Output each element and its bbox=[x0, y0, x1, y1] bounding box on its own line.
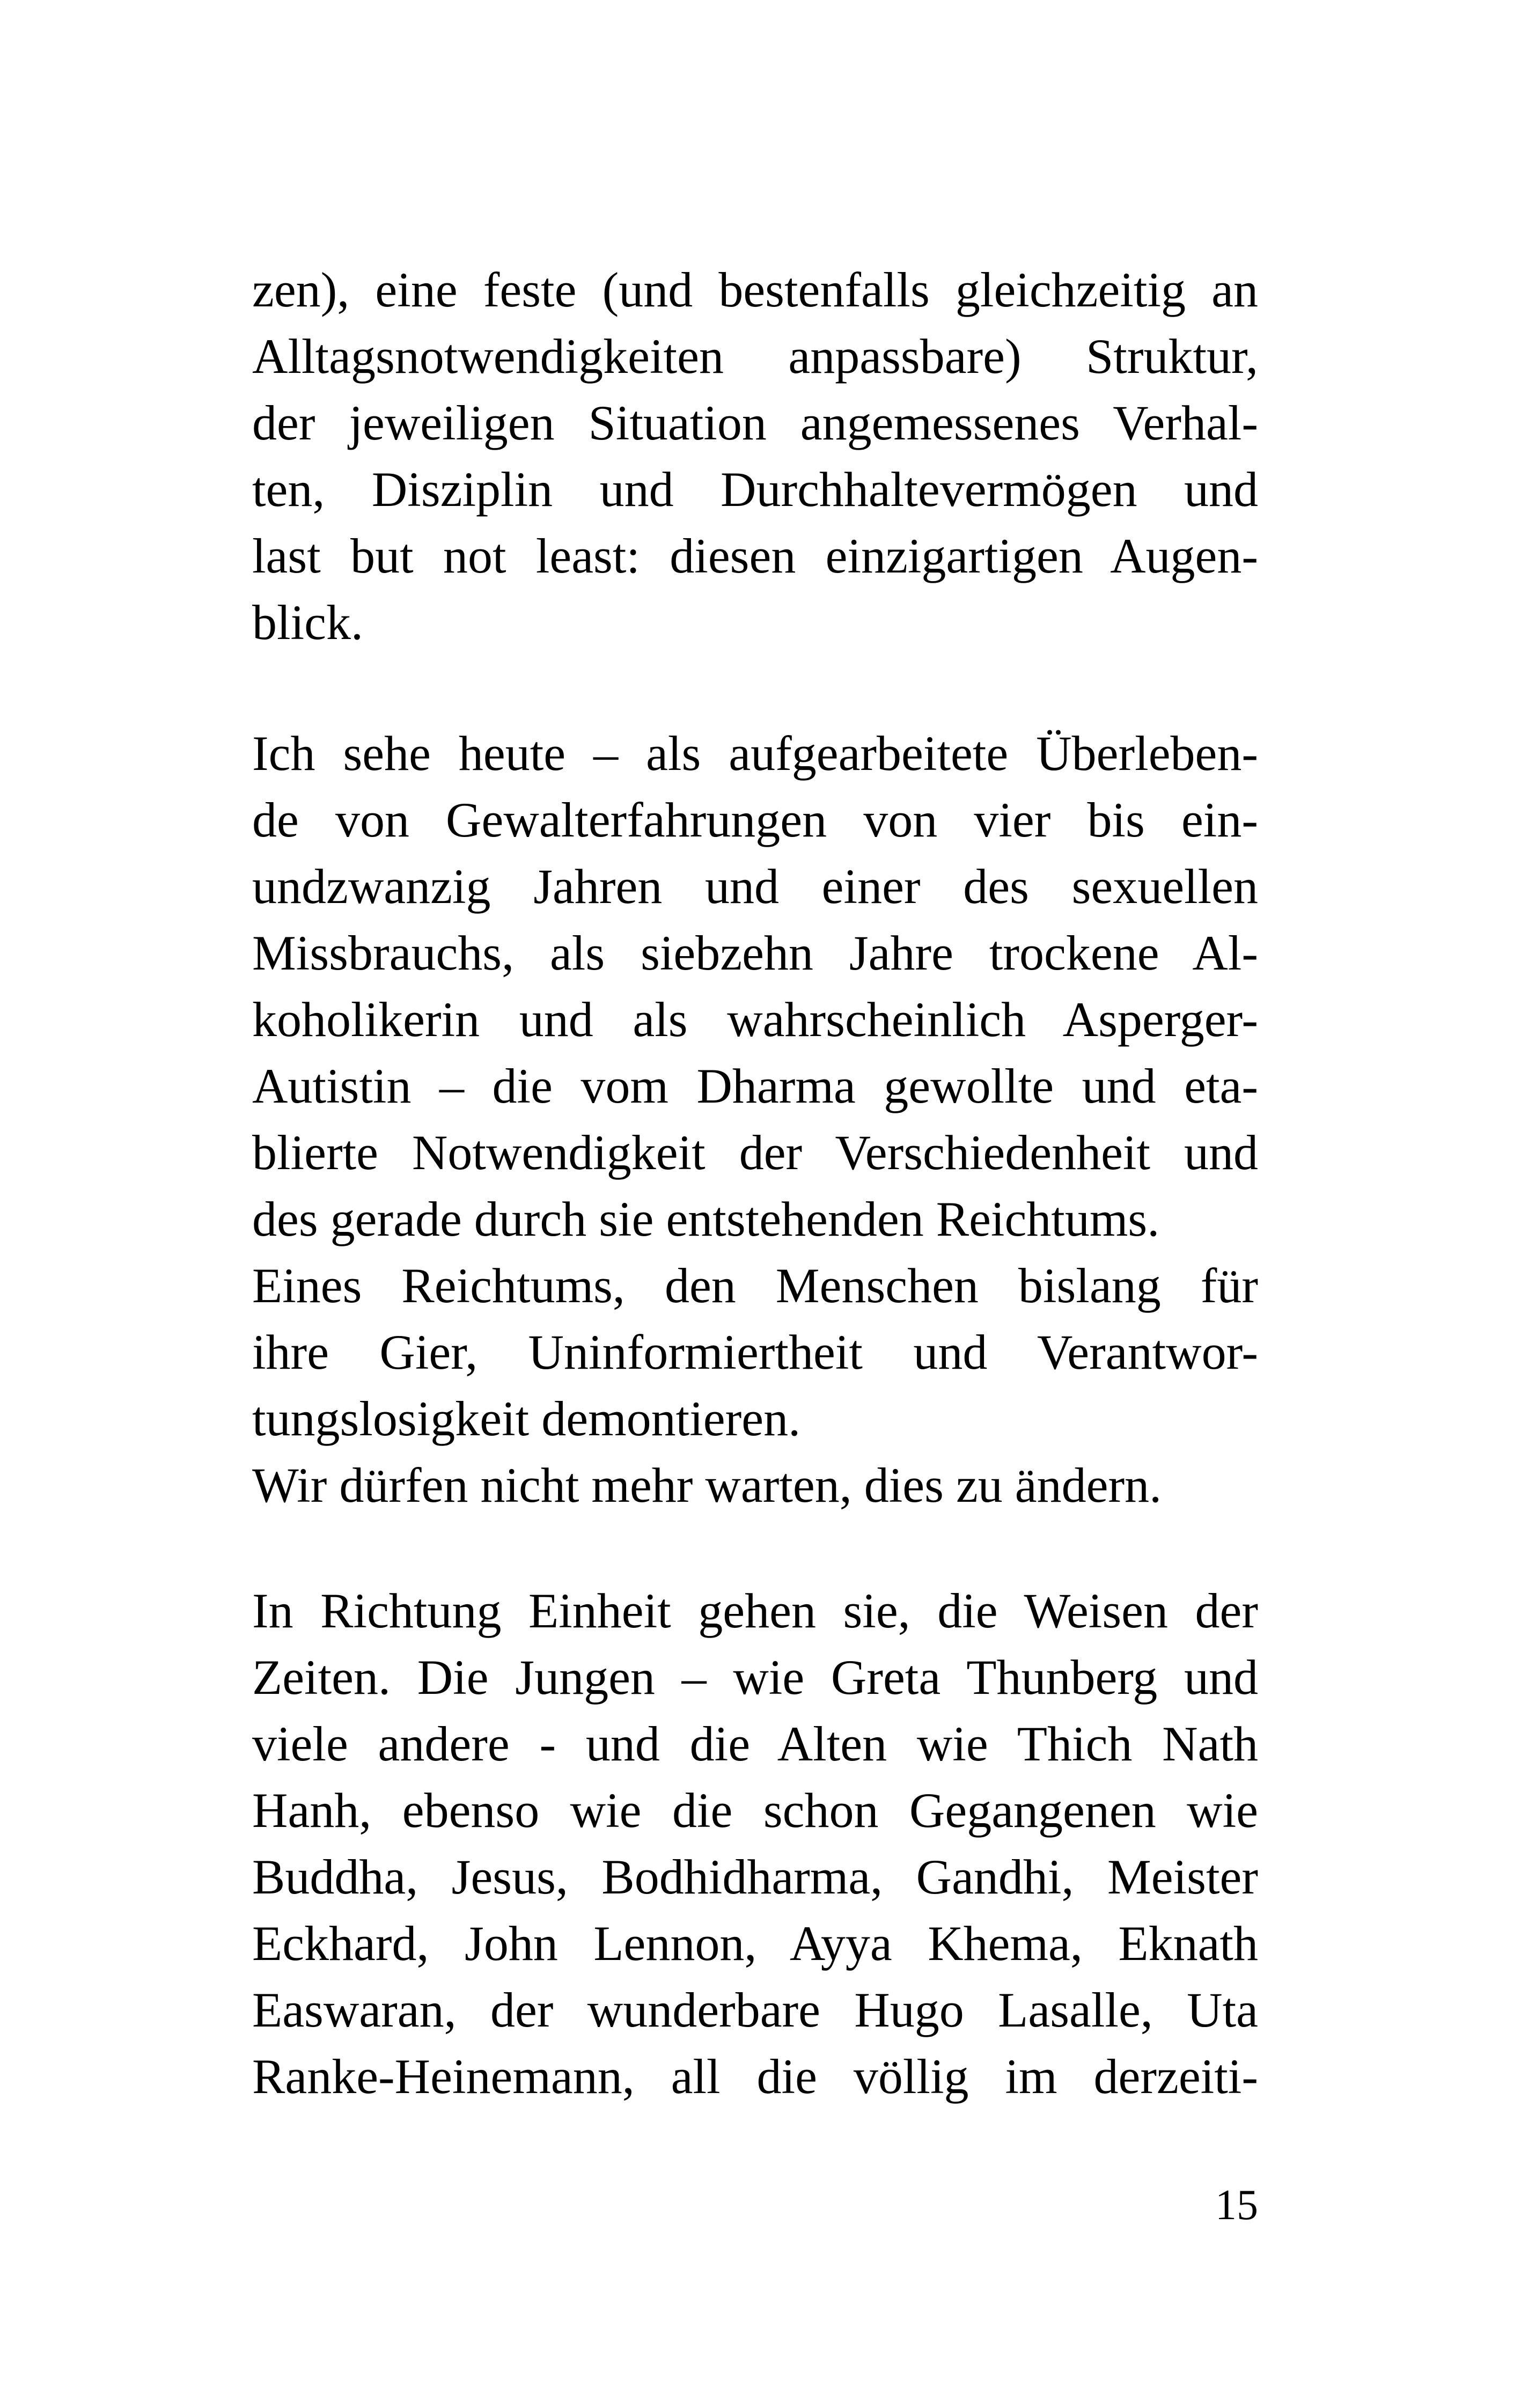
text-line: last but not least: diesen einzigartigen Augen- bbox=[252, 528, 1258, 583]
text-line: Ich sehe heute – als aufgearbeitete Überleben- bbox=[252, 726, 1258, 781]
text-line: ihre Gier, Uninformiertheit und Verantwor- bbox=[252, 1325, 1258, 1379]
text-line: de von Gewalterfahrungen von vier bis ein- bbox=[252, 792, 1258, 847]
paragraph-1 bbox=[252, 256, 1258, 656]
paragraph-2 bbox=[252, 720, 1258, 1518]
text-line: Eines Reichtums, den Menschen bislang für bbox=[252, 1258, 1258, 1313]
text-line: Zeiten. Die Jungen – wie Greta Thunberg und bbox=[252, 1650, 1258, 1705]
text-line: ten, Disziplin und Durchhaltevermögen und bbox=[252, 462, 1258, 517]
text-line: Ranke-Heinemann, all die völlig im derzeiti- bbox=[252, 2049, 1258, 2104]
text-line: Eckhard, John Lennon, Ayya Khema, Eknath bbox=[252, 1916, 1258, 1971]
text-line: der jeweiligen Situation angemessenes Verhal- bbox=[252, 395, 1258, 450]
text-line: blick. bbox=[252, 595, 363, 650]
text-line: Hanh, ebenso wie die schon Gegangenen wie bbox=[252, 1783, 1258, 1838]
text-line: des gerade durch sie entstehenden Reichtums. bbox=[252, 1192, 1160, 1246]
text-line: In Richtung Einheit gehen sie, die Weisen der bbox=[252, 1583, 1258, 1638]
paragraph-3 bbox=[252, 1577, 1258, 2110]
text-line: blierte Notwendigkeit der Verschiedenheit und bbox=[252, 1125, 1258, 1180]
text-line: Buddha, Jesus, Bodhidharma, Gandhi, Meister bbox=[252, 1849, 1258, 1904]
text-line: viele andere - und die Alten wie Thich Nath bbox=[252, 1716, 1258, 1771]
text-line: koholikerin und als wahrscheinlich Asperger- bbox=[252, 992, 1258, 1047]
text-line: Easwaran, der wunderbare Hugo Lasalle, Uta bbox=[252, 1983, 1258, 2037]
page-number: 15 bbox=[1215, 2182, 1258, 2229]
text-line: undzwanzig Jahren und einer des sexuellen bbox=[252, 859, 1258, 914]
text-line: Missbrauchs, als siebzehn Jahre trockene Al- bbox=[252, 926, 1258, 980]
text-line: zen), eine feste (und bestenfalls gleichzeitig an bbox=[252, 262, 1258, 317]
text-line: Wir dürfen nicht mehr warten, dies zu ändern. bbox=[252, 1458, 1162, 1513]
text-line: Autistin – die vom Dharma gewollte und eta- bbox=[252, 1059, 1258, 1113]
text-line: tungslosigkeit demontieren. bbox=[252, 1391, 801, 1446]
text-line: Alltagsnotwendigkeiten anpassbare) Struktur, bbox=[252, 329, 1258, 384]
